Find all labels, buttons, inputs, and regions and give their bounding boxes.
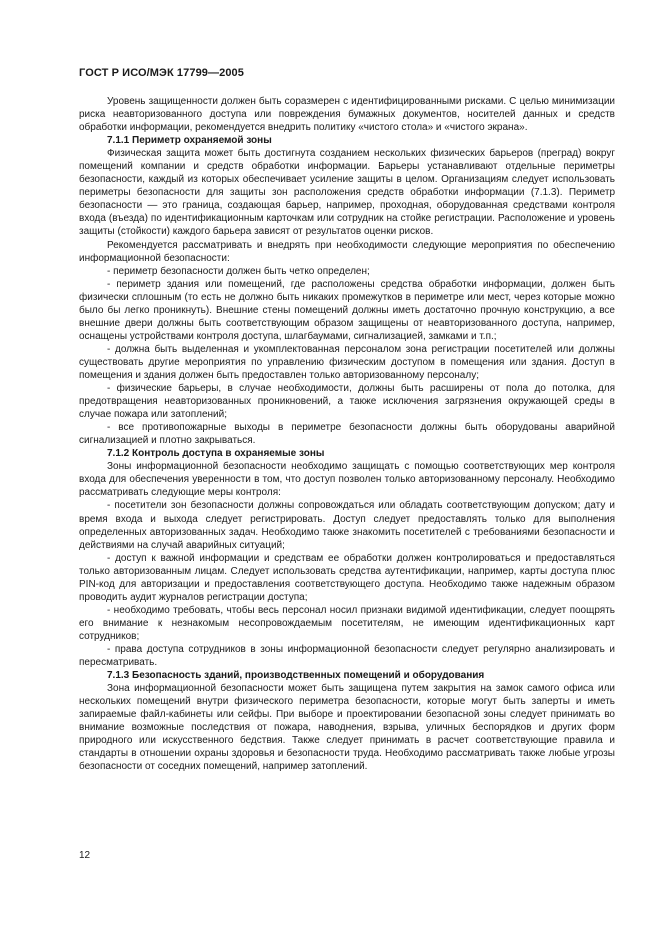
- paragraph: Рекомендуется рассматривать и внедрять при необходимости следующие мероприятия по обеспечению информационной безопасности:: [79, 239, 615, 264]
- intro-paragraph: Уровень защищенности должен быть соразмерен с идентифицированными рисками. С целью минимизации риска неавторизованного доступа или повреждения бумажных документов, носителей данных и средств обработки информации, рекомендуется внедрить политику «чистого стола» и «чистого экрана».: [79, 96, 615, 134]
- paragraph: Физическая защита может быть достигнута созданием нескольких физических барьеров (преград) вокруг помещений компании и средств обработки информации. Барьеры устанавливают отдельные периметры безопасности, каждый из которых обеспечивает усиление защиты в целом. Организациям следует использовать периметры безопасности для защиты зон расположения средств обработки информации (7.1.3). Периметр безопасности — это граница, создающая барьер, например, проходная, оборудованная средствами контроля входа (въезда) по идентификационным карточкам или сотрудник на стойке регистрации. Расположение и уровень защиты (стойкости) каждого барьера зависят от результатов оценки рисков.: [79, 148, 615, 238]
- paragraph: Зоны информационной безопасности необходимо защищать с помощью соответствующих мер контроля входа для обеспечения уверенности в том, что доступ позволен только авторизованному персоналу. Необходимо рассматривать следующие меры контроля:: [79, 461, 615, 499]
- list-item: - посетители зон безопасности должны сопровождаться или обладать соответствующим допуском; дату и время входа и выхода следует регистрировать. Доступ следует предоставлять только для выполнения определенных авторизованных задач. Необходимо также знакомить посетителей с требованиями безопасности и действиями на случай аварийных ситуаций;: [79, 500, 615, 551]
- list-item: - необходимо требовать, чтобы весь персонал носил признаки видимой идентификации, следует поощрять его внимание к незнакомым несопровождаемым посетителям, не имеющим идентификационных карт сотрудников;: [79, 604, 615, 642]
- list-item: - доступ к важной информации и средствам ее обработки должен контролироваться и предоставляться только авторизованным лицам. Следует использовать средства аутентификации, например, карты доступа плюс PIN-код для авторизации и предоставления соответствующего доступа. Необходимо также надежным образом проводить аудит журналов регистрации доступа;: [79, 552, 615, 603]
- list-item: - физические барьеры, в случае необходимости, должны быть расширены от пола до потолка, для предотвращения неавторизованных проникновений, а также исключения загрязнения окружающей среды в случае пожара или затоплений;: [79, 383, 615, 421]
- section-heading-7-1-3: 7.1.3 Безопасность зданий, производственных помещений и оборудования: [107, 670, 485, 682]
- list-item: - периметр безопасности должен быть четко определен;: [107, 265, 370, 277]
- page-number: 12: [79, 850, 91, 861]
- document-header: ГОСТ Р ИСО/МЭК 17799—2005: [79, 67, 244, 79]
- list-item: - права доступа сотрудников в зоны информационной безопасности следует регулярно анализировать и пересматривать.: [79, 643, 615, 669]
- section-heading-7-1-2: 7.1.2 Контроль доступа в охраняемые зоны: [107, 448, 325, 460]
- list-item: - периметр здания или помещений, где расположены средства обработки информации, должен быть физически сплошным (то есть не должно быть никаких промежутков в периметре или мест, через которые можно было бы легко проникнуть). Внешние стены помещений должны иметь достаточно прочную конструкцию, а все внешние двери должны быть соответствующим образом защищены от неавторизованного доступа, например, оснащены устройствами контроля доступа, шлагбаумами, сигнализацией, замками и т.п.;: [79, 278, 615, 342]
- paragraph: Зона информационной безопасности может быть защищена путем закрытия на замок самого офиса или нескольких помещений внутри физического периметра безопасности, которые могут быть заперты и иметь запираемые файл-кабинеты или сейфы. При выборе и проектировании безопасной зоны следует принимать во внимание возможные последствия от пожара, наводнения, взрыва, уличных беспорядков и других форм природного или искусственного бедствия. Также следует принимать в расчет соответствующие правила и стандарты в отношении охраны здоровья и безопасности труда. Необходимо рассматривать также любые угрозы безопасности от соседних помещений, например затоплений.: [79, 683, 615, 773]
- list-item: - должна быть выделенная и укомплектованная персоналом зона регистрации посетителей или должны существовать другие мероприятия по управлению физическим доступом в помещения или здания. Доступ в помещения и здания должен быть предоставлен только авторизованному персоналу;: [79, 343, 615, 381]
- list-item: - все противопожарные выходы в периметре безопасности должны быть оборудованы аварийной сигнализацией и плотно закрываться.: [79, 422, 615, 447]
- document-body: [79, 95, 615, 773]
- section-heading-7-1-1: 7.1.1 Периметр охраняемой зоны: [107, 135, 272, 147]
